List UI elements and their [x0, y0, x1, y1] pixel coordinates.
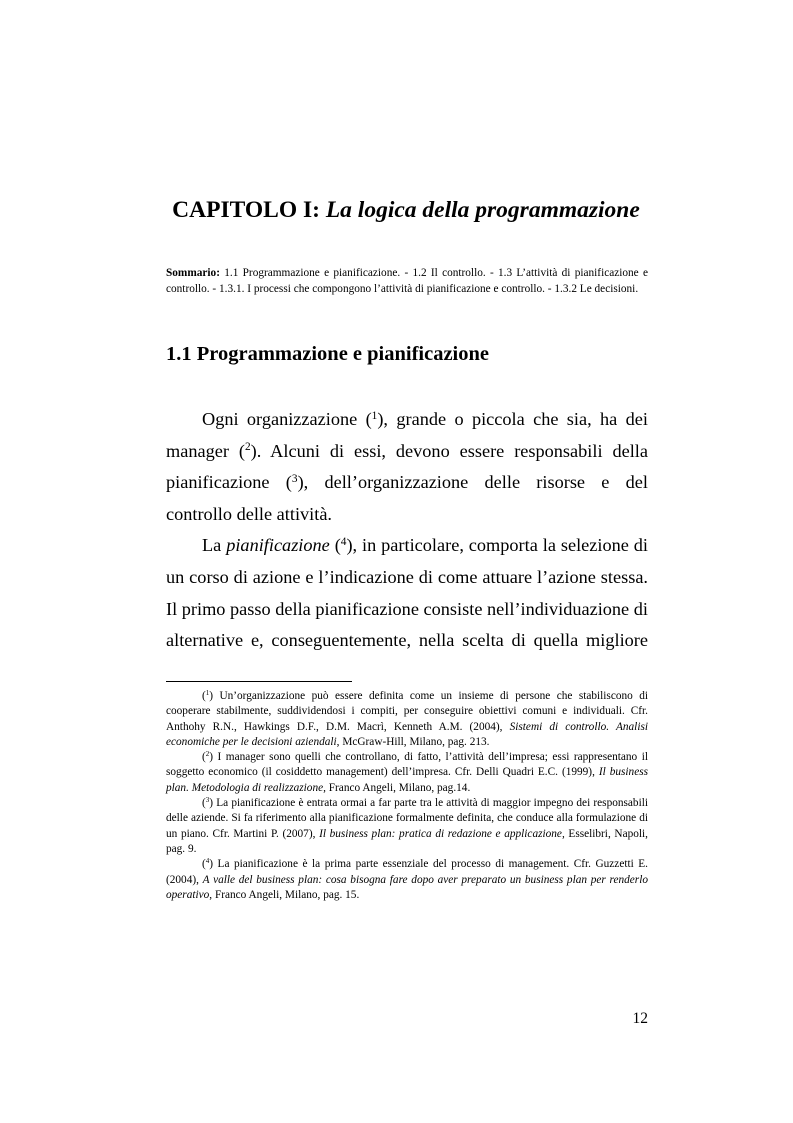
- footnote-citation-title: Sistemi di controllo. Analisi economiche per le decisioni aziendali: [166, 720, 648, 748]
- footnote-ref: 4: [340, 536, 347, 549]
- footnote-number: 1: [205, 689, 210, 698]
- paragraph-text: ), grande o piccola che sia, ha dei manager (: [166, 409, 648, 461]
- footnote-citation-title: A valle del business plan: cosa bisogna fare dopo aver preparato un business plan per renderlo operativo: [166, 873, 648, 901]
- paragraph-text: ), in particolare, comporta la selezione di un corso di azione e l’indicazione di come attuare l’azione stessa. Il primo passo della pianificazione consiste nell’individuazione di alternative e, conseguentemente, nella scelta di quella migliore: [166, 535, 648, 651]
- footnote-text: (: [202, 751, 206, 764]
- footnote-text: ) La pianificazione è entrata ormai a far parte tra le attività di maggior impegno dei responsabili delle aziende. Si fa riferimento alla pianificazione formalmente definita, che conduce alla formulazione di un piano. Cfr. Martini P. (2007),: [166, 797, 648, 840]
- emphasis-text: pianificazione: [226, 535, 330, 556]
- footnote-ref: 1: [371, 409, 378, 422]
- footnote-number: 3: [205, 796, 210, 805]
- chapter-label: CAPITOLO I:: [172, 197, 320, 223]
- footnote: [166, 857, 648, 903]
- footnote-text: Esselibri, Napoli, pag. 9.: [166, 827, 648, 855]
- footnote-text: ) La pianificazione è la prima parte essenziale del processo di management. Cfr. Guzzetti E. (2004),: [166, 858, 648, 886]
- page-number: 12: [632, 1010, 648, 1027]
- footnote-citation-title: Il business plan: pratica di redazione e applicazione,: [319, 827, 565, 840]
- chapter-title-text: La logica della programmazione: [325, 197, 640, 223]
- summary-label: Sommario:: [166, 267, 220, 279]
- footnote-citation-title: Il business plan. Metodologia di realizzazione,: [166, 766, 649, 794]
- paragraph-text: ), dell’organizzazione delle risorse e del controllo delle attività.: [166, 472, 649, 524]
- paragraph: [166, 404, 648, 530]
- chapter-title: [166, 197, 646, 224]
- footnote-ref: 3: [291, 472, 298, 485]
- footnote-text: ) Un’organizzazione può essere definita come un insieme di persone che stabiliscono di cooperare stabilmente, suddividendosi i compiti, per conseguire obiettivi comuni e individuali. Cfr. Anthohy R.N., Hawkings D.F., D.M. Macrì, Kenneth A.M. (2004),: [166, 690, 648, 733]
- summary-text: 1.1 Programmazione e pianificazione. - 1.2 Il controllo. - 1.3 L’attività di pianificazione e controllo. - 1.3.1. I processi che compongono l’attività di pianificazione e controllo. - 1.3.2 Le decisioni.: [166, 267, 648, 295]
- footnote-text: , Franco Angeli, Milano, pag. 15.: [209, 888, 360, 901]
- footnote-number: 2: [205, 750, 210, 759]
- paragraph-text: ). Alcuni di essi, devono essere responsabili della pianificazione (: [166, 440, 648, 493]
- footnote-separator: [166, 681, 352, 682]
- paragraph: [166, 530, 648, 656]
- footnote-text: Franco Angeli, Milano, pag.14.: [325, 781, 471, 794]
- paragraph-text: Ogni organizzazione (: [202, 409, 372, 429]
- section-heading: 1.1 Programmazione e pianificazione: [166, 343, 490, 365]
- chapter-summary: [166, 265, 648, 297]
- paragraph-text: (: [329, 535, 341, 556]
- body-text: [166, 404, 648, 657]
- footnote-text: (: [202, 690, 206, 702]
- footnote: [166, 689, 648, 750]
- footnote-number: 4: [205, 857, 210, 866]
- footnote-text: (: [202, 797, 206, 810]
- paragraph-text: La: [202, 535, 227, 556]
- footnote-text: ) I manager sono quelli che controllano, di fatto, l’attività dell’impresa; essi rappresentano il soggetto economico (il cosiddetto management) dell’impresa. Cfr. Delli Quadri E.C. (1999),: [166, 751, 648, 779]
- footnote: [166, 796, 648, 857]
- footnotes: [166, 689, 648, 903]
- footnote-text: , McGraw-Hill, Milano, pag. 213.: [336, 735, 490, 748]
- footnote-ref: 2: [244, 441, 251, 454]
- footnote-text: (: [202, 858, 206, 871]
- footnote: [166, 750, 648, 796]
